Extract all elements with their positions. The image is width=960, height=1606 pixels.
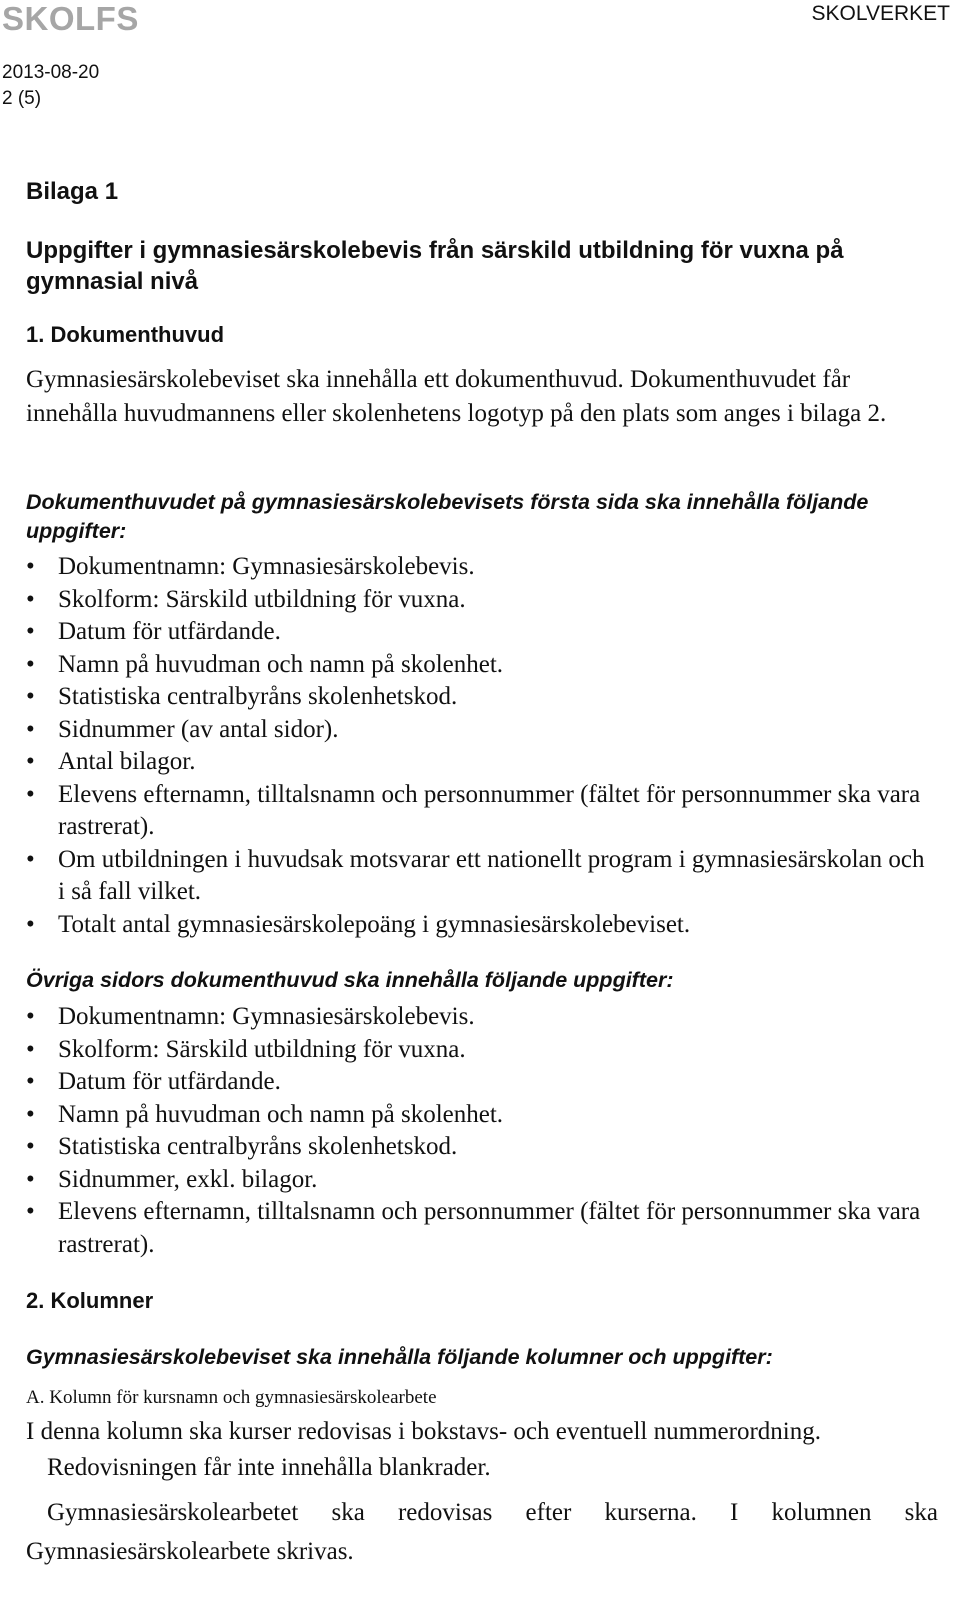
list-item: [26, 584, 926, 617]
page-number: 2 (5): [2, 88, 42, 109]
document-title: Uppgifter i gymnasiesärskolebevis från särskild utbildning för vuxna på gymnasial nivå: [26, 237, 844, 295]
list-item-text: Dokumentnamn: Gymnasiesärskolebevis.: [58, 553, 475, 580]
list-item: [26, 1164, 926, 1197]
bullet-icon: •: [26, 618, 35, 645]
document-date: 2013-08-20: [2, 62, 100, 83]
list-item: [26, 844, 926, 909]
list-item-text: Elevens efternamn, tilltalsnamn och personnummer (fältet för personnummer ska vara rastrerat).: [58, 780, 921, 840]
bullet-icon: •: [26, 715, 35, 743]
list-item-text: Statistiska centralbyråns skolenhetskod.: [58, 683, 458, 710]
column-a-paragraph-1: I denna kolumn ska kurser redovisas i bokstavs- och eventuell nummerordning.: [26, 1418, 821, 1445]
list-item-text: Elevens efternamn, tilltalsnamn och personnummer (fältet för personnummer ska vara rastrerat).: [58, 1198, 921, 1258]
list-item-text: Datum för utfärdande.: [58, 618, 281, 645]
list-item: [26, 1099, 926, 1132]
list-item-text: Antal bilagor.: [58, 748, 196, 775]
list-item: [26, 909, 926, 942]
list-item-text: Totalt antal gymnasiesärskolepoäng i gymnasiesärskolebeviset.: [58, 910, 691, 938]
first-page-subheading: Dokumenthuvudet på gymnasiesärskolebevisets första sida ska innehålla följande uppgifter:: [26, 490, 869, 543]
list-item: [26, 681, 926, 714]
list-item-text: Om utbildningen i huvudsak motsvarar ett nationellt program i gymnasiesärskolan och i så fall vilket.: [58, 845, 925, 905]
list-item: [26, 551, 926, 584]
list-item-text: Dokumentnamn: Gymnasiesärskolebevis.: [58, 1003, 475, 1030]
bullet-icon: •: [26, 1198, 35, 1225]
columns-subheading: Gymnasiesärskolebeviset ska innehålla följande kolumner och uppgifter:: [26, 1345, 773, 1369]
column-a-label: A. Kolumn för kursnamn och gymnasiesärskolearbete: [26, 1387, 437, 1408]
list-item: [26, 746, 926, 779]
list-item: [26, 616, 926, 649]
bullet-icon: •: [26, 1133, 35, 1160]
bullet-icon: •: [26, 910, 35, 938]
list-item-text: Namn på huvudman och namn på skolenhet.: [58, 650, 504, 678]
list-item-text: Skolform: Särskild utbildning för vuxna.: [58, 1035, 466, 1063]
column-a-paragraph-2: Redovisningen får inte innehålla blankrader.: [47, 1454, 491, 1481]
other-pages-items-list: [26, 1001, 926, 1261]
list-item-text: Statistiska centralbyråns skolenhetskod.: [58, 1133, 458, 1160]
series-logo: SKOLFS: [2, 0, 139, 37]
section-intro-paragraph: Gymnasiesärskolebeviset ska innehålla ett dokumenthuvud. Dokumenthuvudet får innehålla huvudmannens eller skolenhetens logotyp på den plats som anges i bilaga 2.: [26, 366, 887, 427]
bullet-icon: •: [26, 780, 35, 808]
bullet-icon: •: [26, 1165, 35, 1193]
bullet-icon: •: [26, 585, 35, 613]
list-item-text: Datum för utfärdande.: [58, 1068, 281, 1095]
first-page-items-list: [26, 551, 926, 941]
bullet-icon: •: [26, 845, 35, 873]
annex-label: Bilaga 1: [26, 178, 119, 205]
list-item-text: Skolform: Särskild utbildning för vuxna.: [58, 585, 466, 613]
section-heading-kolumner: 2. Kolumner: [26, 1288, 154, 1313]
section-heading-dokumenthuvud: 1. Dokumenthuvud: [26, 322, 225, 347]
bullet-icon: •: [26, 1003, 35, 1030]
column-a-paragraph-3: Gymnasiesärskolearbetet ska redovisas efter kurserna. I kolumnen ska Gymnasiesärskolearbete skrivas.: [26, 1499, 938, 1565]
list-item: [26, 1001, 926, 1034]
bullet-icon: •: [26, 683, 35, 710]
list-item-text: Namn på huvudman och namn på skolenhet.: [58, 1100, 504, 1128]
list-item-text: Sidnummer, exkl. bilagor.: [58, 1165, 318, 1193]
list-item: [26, 649, 926, 682]
list-item: [26, 1066, 926, 1099]
bullet-icon: •: [26, 553, 35, 580]
list-item-text: Sidnummer (av antal sidor).: [58, 715, 339, 743]
bullet-icon: •: [26, 748, 35, 775]
list-item: [26, 1196, 926, 1261]
bullet-icon: •: [26, 1100, 35, 1128]
agency-name: SKOLVERKET: [811, 2, 950, 25]
list-item: [26, 1131, 926, 1164]
list-item: [26, 779, 926, 844]
bullet-icon: •: [26, 650, 35, 678]
bullet-icon: •: [26, 1035, 35, 1063]
bullet-icon: •: [26, 1068, 35, 1095]
list-item: [26, 714, 926, 747]
list-item: [26, 1034, 926, 1067]
other-pages-subheading: Övriga sidors dokumenthuvud ska innehålla följande uppgifter:: [26, 968, 674, 992]
